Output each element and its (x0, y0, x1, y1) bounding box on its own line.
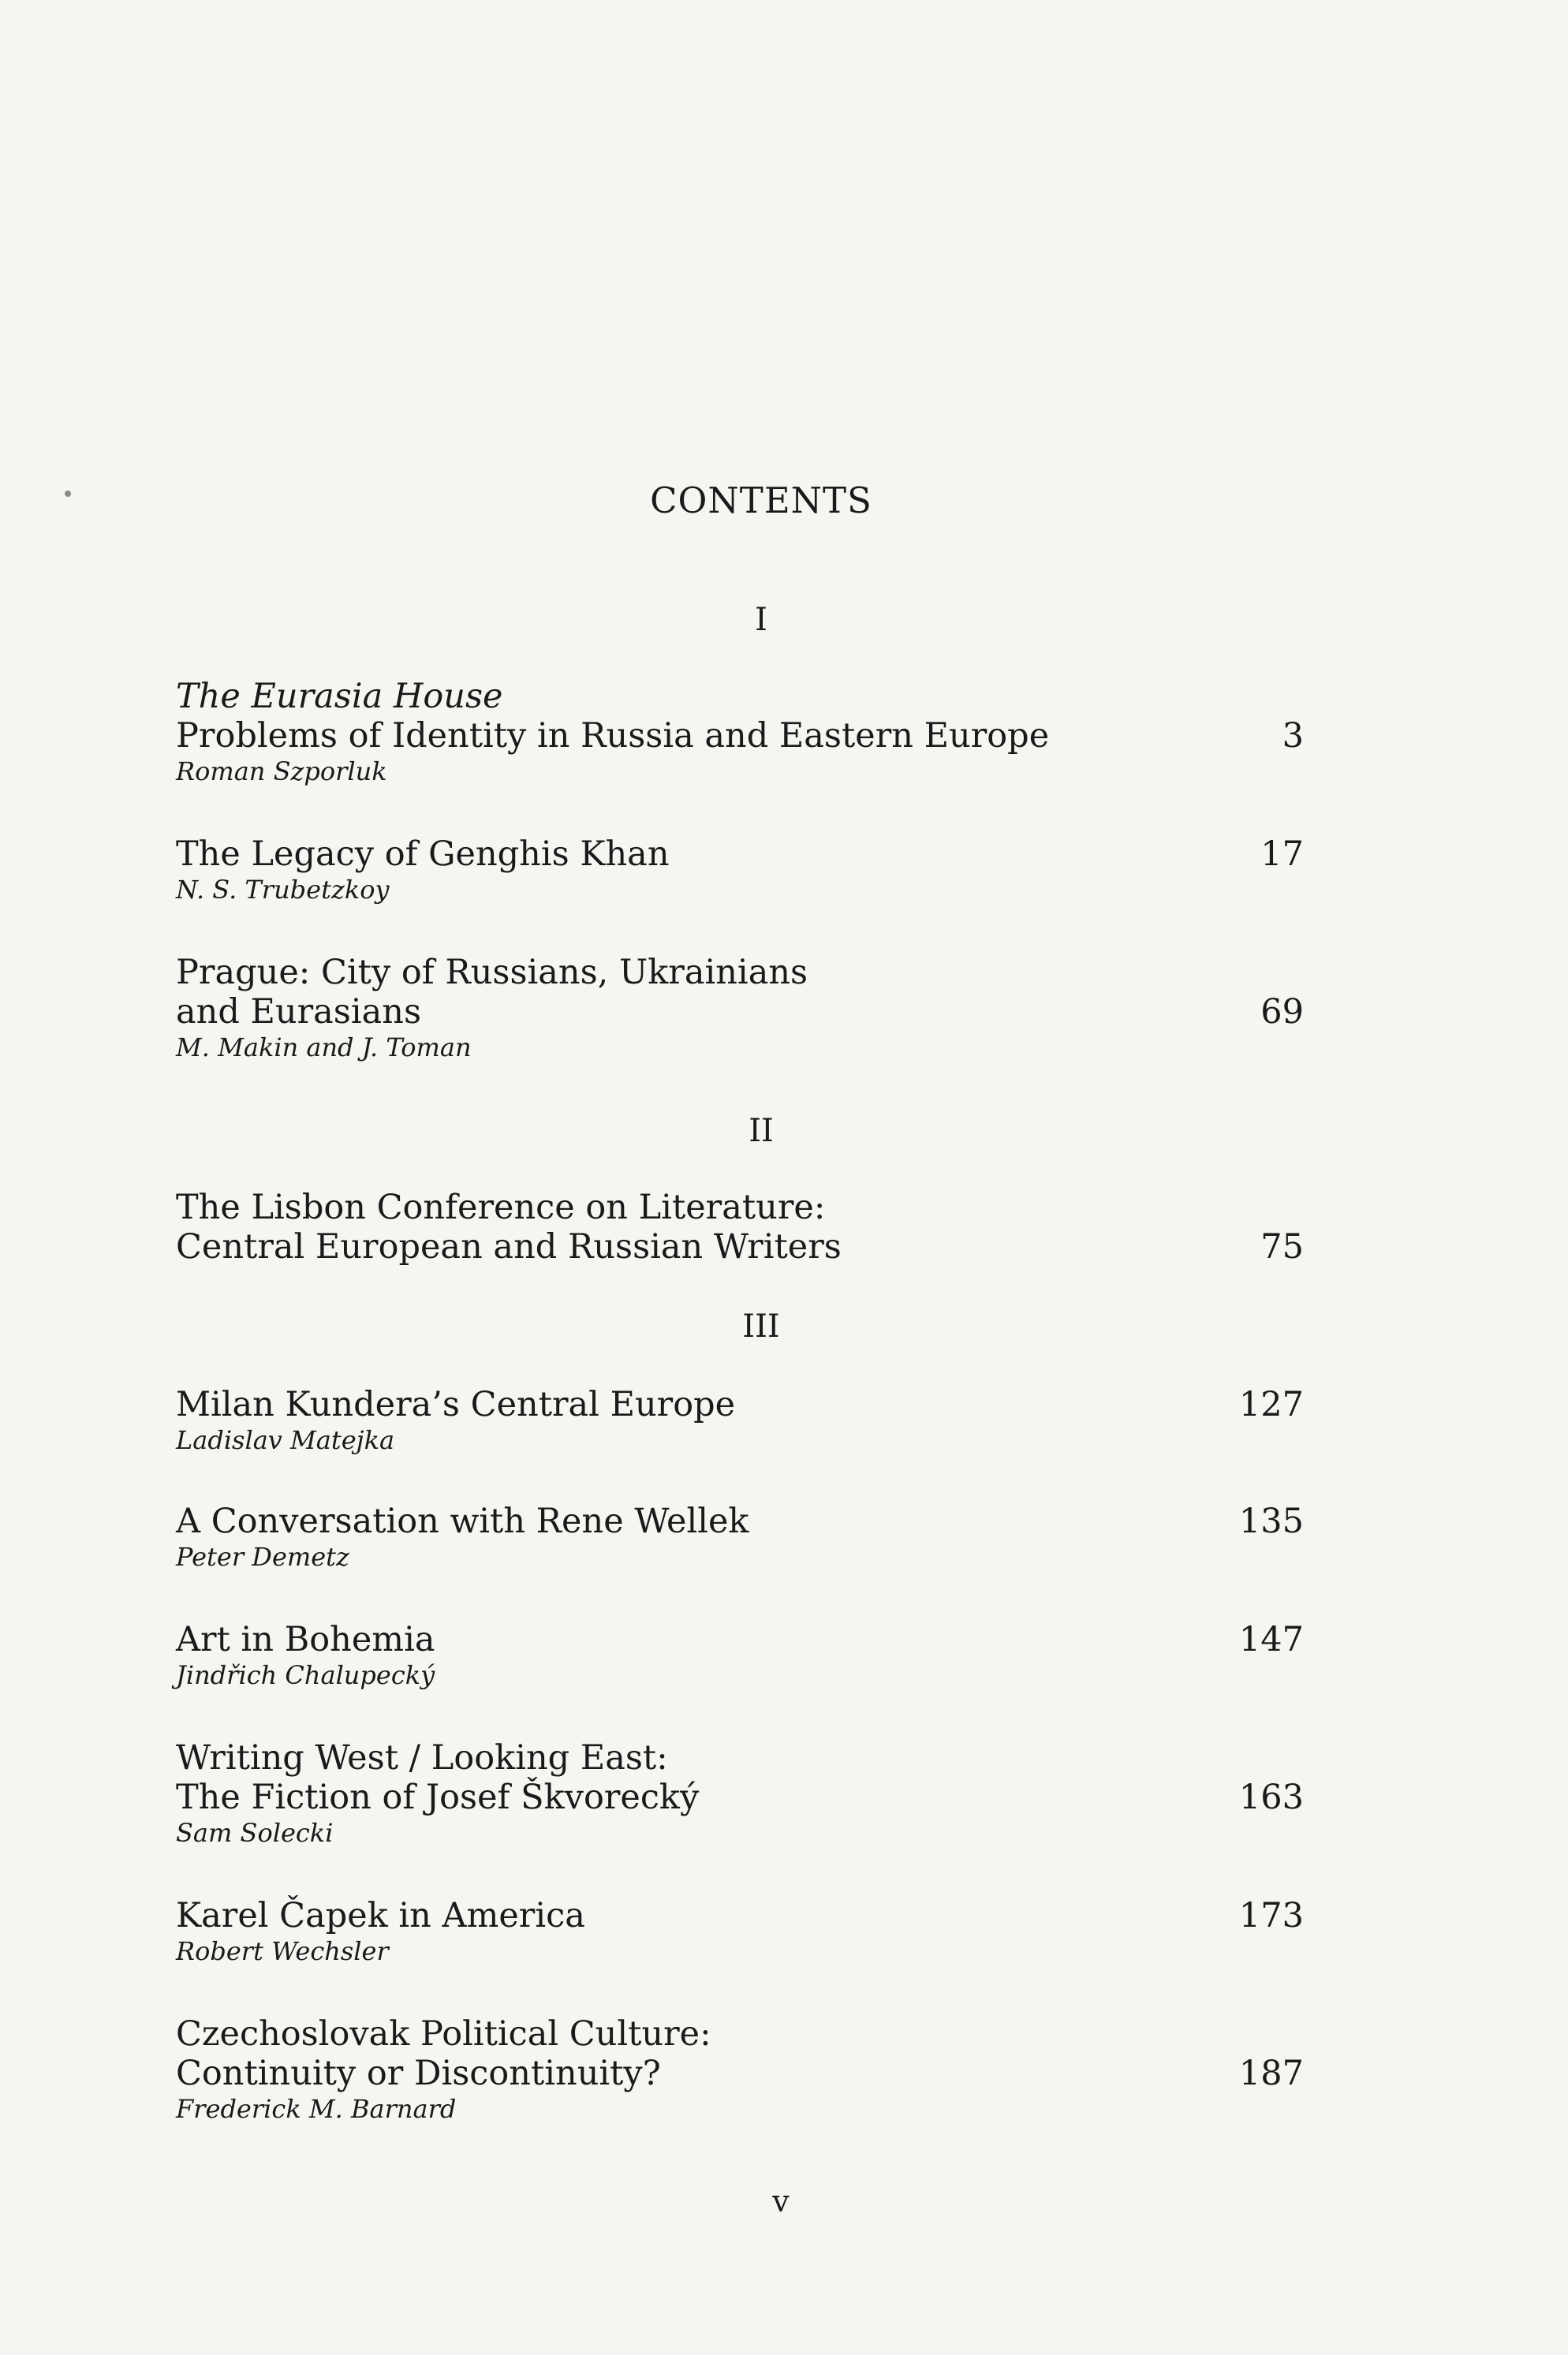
toc-entry-kundera[interactable] (176, 1385, 1304, 1456)
entry-page-number: 147 (1238, 1620, 1304, 1659)
entry-author: M. Makin and J. Toman (176, 1032, 472, 1062)
entry-author: Jindřich Chalupecký (176, 1660, 435, 1690)
entry-author: N. S. Trubetzkoy (176, 875, 390, 905)
entry-title-line: Central European and Russian Writers (176, 1227, 842, 1267)
entry-page-number: 187 (1238, 2054, 1304, 2093)
page-title: CONTENTS (650, 480, 872, 521)
toc-entry-czechoslovak-culture[interactable] (176, 2014, 1304, 2125)
entry-title-line: Art in Bohemia (176, 1620, 435, 1659)
entry-page-number: 135 (1238, 1502, 1304, 1541)
entry-title-line: Milan Kundera’s Central Europe (176, 1385, 736, 1424)
toc-entry-lisbon-conference[interactable] (176, 1188, 1304, 1267)
entry-author: Robert Wechsler (176, 1936, 389, 1966)
entry-title-line: The Legacy of Genghis Khan (176, 834, 670, 874)
entry-author: Ladislav Matejka (176, 1425, 395, 1455)
entry-author: Roman Szporluk (176, 756, 387, 786)
entry-title-line: The Fiction of Josef Škvorecký (176, 1778, 700, 1817)
entry-title-line: Prague: City of Russians, Ukrainians (176, 953, 808, 992)
entry-title-line: and Eurasians (176, 992, 422, 1032)
entry-page-number: 3 (1282, 716, 1304, 756)
entry-author: Frederick M. Barnard (176, 2094, 457, 2124)
toc-entry-wellek[interactable] (176, 1502, 1304, 1573)
entry-page-number: 75 (1260, 1227, 1304, 1267)
entry-title-line: Problems of Identity in Russia and Eastern Europe (176, 716, 1050, 756)
section-numeral-2: II (749, 1113, 774, 1149)
toc-entry-art-in-bohemia[interactable] (176, 1620, 1304, 1691)
entry-title-line: Continuity or Discontinuity? (176, 2054, 661, 2093)
toc-entry-capek[interactable] (176, 1896, 1304, 1967)
folio-page-number: v (772, 2184, 790, 2219)
toc-entry-genghis-khan[interactable] (176, 834, 1304, 905)
entry-title-line: Karel Čapek in America (176, 1896, 585, 1935)
toc-entry-writing-west[interactable] (176, 1738, 1304, 1849)
entry-title-line: Czechoslovak Political Culture: (176, 2014, 711, 2054)
entry-page-number: 17 (1260, 834, 1304, 874)
entry-title-line: The Lisbon Conference on Literature: (176, 1188, 826, 1227)
entry-author: Sam Solecki (176, 1818, 334, 1848)
section-numeral-3: III (742, 1308, 780, 1345)
entry-page-number: 69 (1260, 992, 1304, 1032)
section-numeral-1: I (755, 602, 767, 638)
entry-title-line: Writing West / Looking East: (176, 1738, 668, 1778)
entry-page-number: 173 (1238, 1896, 1304, 1935)
entry-author: Peter Demetz (176, 1542, 349, 1572)
toc-entry-prague[interactable] (176, 953, 1304, 1063)
toc-entry-eurasia-house[interactable] (176, 677, 1304, 787)
entry-subtitle: The Eurasia House (176, 677, 503, 716)
entry-page-number: 163 (1238, 1778, 1304, 1817)
entry-page-number: 127 (1238, 1385, 1304, 1424)
entry-title-line: A Conversation with Rene Wellek (176, 1502, 749, 1541)
